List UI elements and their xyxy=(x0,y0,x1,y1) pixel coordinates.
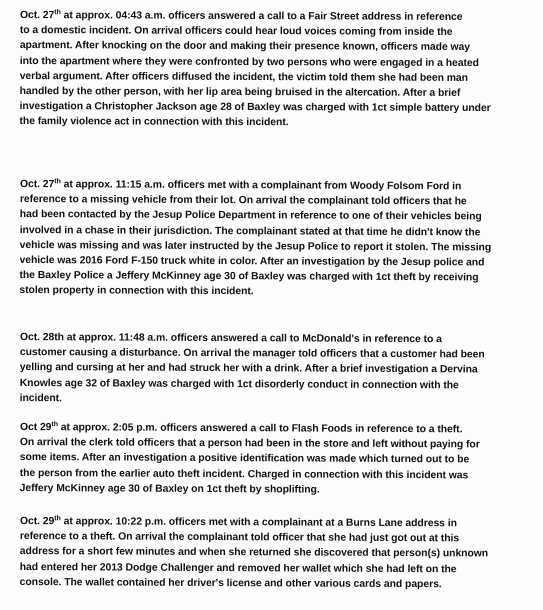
report-date: Oct 29 xyxy=(19,421,52,434)
report-line: had been contacted by the Jesup Police Department in reference to one of their vehicles being xyxy=(19,209,482,223)
report-line: some items. After an investigation a positive identification was made which turned out to be xyxy=(19,452,470,466)
report-line: the Baxley Police a Jeffery McKinney age 30 of Baxley was charged with 1ct theft by receiving xyxy=(19,270,479,284)
report-line: customer causing a disturbance. On arrival the manager told officers that a customer had been xyxy=(19,347,485,361)
report-line: Oct. 27th at approx. 11:15 a.m. officers met with a complainant from Woody Folsom Ford in xyxy=(19,178,462,193)
report-line: had entered her 2013 Dodge Challenger and removed her wallet which she had left on the xyxy=(19,561,457,575)
incident-report-oct-29-shoplifting xyxy=(20,420,535,499)
incident-report-oct-27-domestic xyxy=(19,8,535,132)
report-line: handled by the other person, with her lip area being bruised in the altercation. After a brief xyxy=(19,86,461,99)
report-line: reference to a missing vehicle from their lot. On arrival the complainant told officers that he xyxy=(19,194,467,208)
report-line: console. The wallet contained her driver's license and other various cards and papers. xyxy=(19,576,442,591)
report-line: vehicle was 2016 Ford F-150 truck white in color. After an investigation by the Jesup police and xyxy=(19,255,485,269)
incident-report-oct-27-vehicle xyxy=(19,177,535,301)
report-line: Oct. 29th at approx. 10:22 p.m. officers met with a complainant at a Burns Lane address in xyxy=(19,515,457,530)
report-date: Oct. 27 xyxy=(19,9,55,22)
report-date: Oct. 27 xyxy=(19,178,55,191)
date-suffix: th xyxy=(54,178,61,186)
report-line: yelling and cursing at her and had struck her with a drink. After a brief investigation a Dervina xyxy=(19,362,478,376)
report-date: Oct. 29 xyxy=(19,516,55,528)
incident-report-oct-28-disturbance xyxy=(20,330,535,409)
report-line: to a domestic incident. On arrival officers could hear loud voices coming from inside the xyxy=(19,25,453,39)
incident-report-oct-29-wallet-theft xyxy=(20,514,535,593)
report-line: Oct 29th at approx. 2:05 p.m. officers answered a call to Flash Foods in reference to a theft. xyxy=(19,421,463,436)
date-suffix: th xyxy=(54,515,61,523)
report-date: Oct. 28th xyxy=(19,331,65,344)
report-line: into the apartment where they were confronted by two persons who were engaged in a heated xyxy=(19,55,479,69)
report-line: the family violence act in connection with this incident. xyxy=(19,116,289,129)
report-line: apartment. After knocking on the door and making their presence known, officers made way xyxy=(19,40,471,54)
report-line: incident. xyxy=(19,392,62,405)
report-line: verbal argument. After officers diffused the incident, the victim told them she had been man xyxy=(19,70,468,84)
report-line: Jeffery McKinney age 30 of Baxley on 1ct theft by shoplifting. xyxy=(19,482,320,496)
report-line: On arrival the clerk told officers that a person had been in the store and left without paying for xyxy=(19,437,480,451)
report-line: involved in a chase in their jurisdiction. The complainant stated at that time he didn't know the xyxy=(19,224,481,239)
date-suffix: th xyxy=(54,9,61,17)
report-line: Oct. 28th at approx. 11:48 a.m. officers answered a call to McDonald's in reference to a xyxy=(19,331,442,346)
report-line: stolen property in connection with this incident. xyxy=(19,285,254,298)
report-line: vehicle was missing and was later instructed by the Jesup Police to report it stolen. The missing xyxy=(19,239,492,254)
date-suffix: th xyxy=(51,421,58,429)
report-line: investigation a Christopher Jackson age 28 of Baxley was charged with 1ct simple battery under xyxy=(19,101,491,115)
report-line: address for a short few minutes and when she returned she discovered that person(s) unknown xyxy=(19,546,489,560)
report-line: Oct. 27th at approx. 04:43 a.m. officers answered a call to a Fair Street address in reference xyxy=(19,9,463,23)
report-line: Knowles age 32 of Baxley was charged with 1ct disorderly conduct in connection with the xyxy=(19,377,459,391)
report-line: reference to a theft. On arrival the complainant told officer that she had just got out at this xyxy=(19,531,460,545)
report-line: the person from the earlier auto theft incident. Charged in connection with this incident was xyxy=(19,467,469,481)
